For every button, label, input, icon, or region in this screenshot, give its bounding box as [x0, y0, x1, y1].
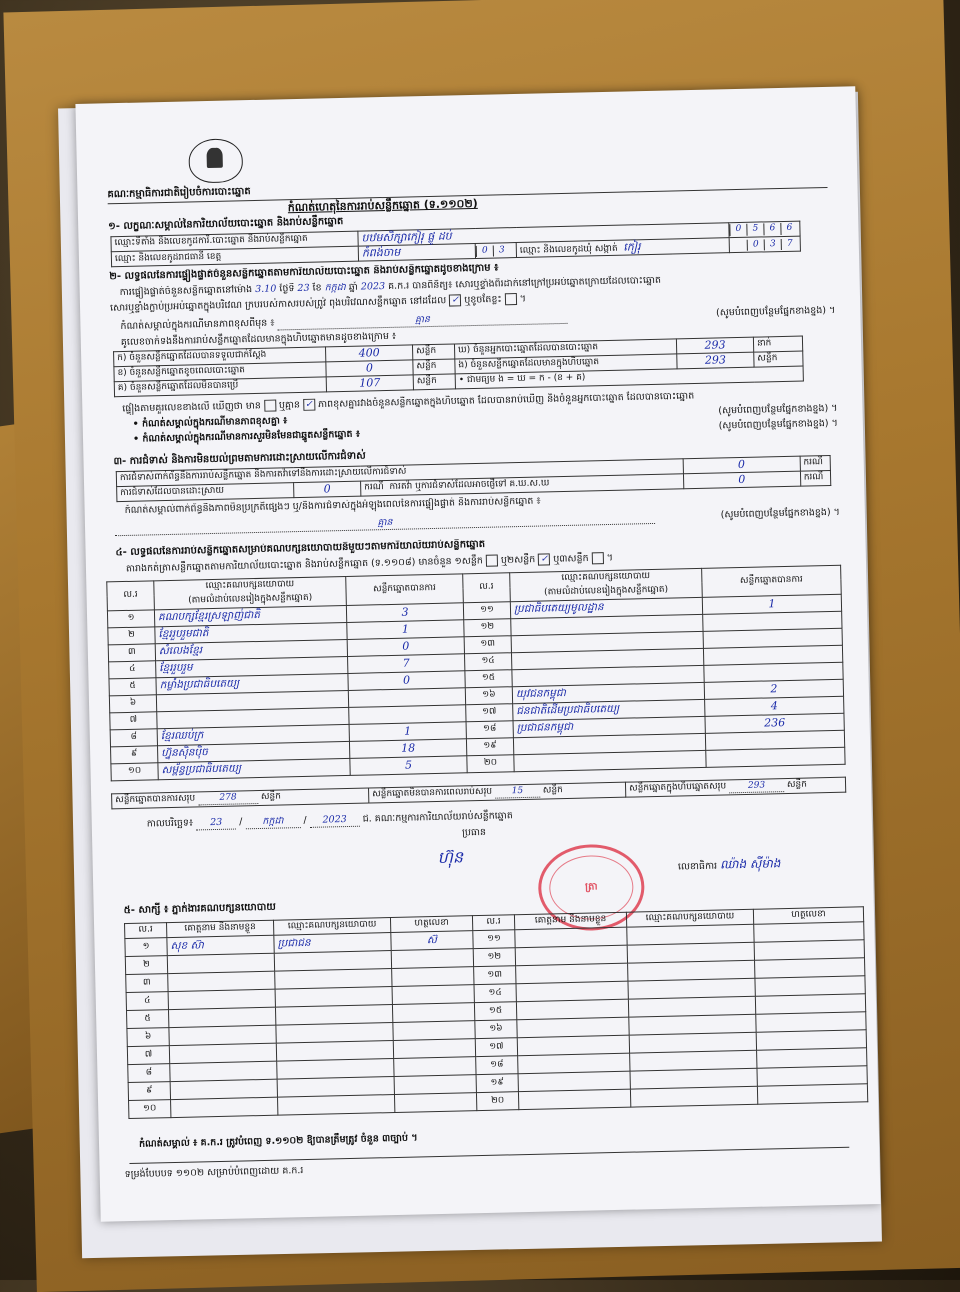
- bullet-2-hint: (សូមបំពេញបន្ថែមផ្នែកខាងខ្នង) ។: [719, 418, 838, 433]
- count-label: ឃ) ចំនួនអ្នកបោះឆ្នោតដែលបានបោះឆ្នោត: [454, 339, 676, 359]
- diff-no-label: ឬគ្មាន: [279, 399, 300, 410]
- party-name: ខ្មែរឈប់ក្រ: [157, 724, 349, 745]
- footer-note: កំណត់សម្គាល់ ៖ គ.ក.រ ត្រូវបំពេញ ទ.១១០២ ឱ្យបានត្រឹមត្រូវ ចំនួន ៣ច្បាប់ ។: [139, 1132, 418, 1150]
- resolved-label: ការជំទាស់ដែលបានដោះស្រាយ: [117, 483, 294, 502]
- total-valid-value: 278: [198, 792, 258, 806]
- vote-count: 1: [347, 620, 464, 640]
- resolved-unit: ករណី: [364, 482, 384, 492]
- one-sheet-checkbox[interactable]: [486, 555, 498, 567]
- diff-yes-checkbox[interactable]: [264, 400, 276, 412]
- row-number: ១១: [463, 602, 510, 620]
- count-label: ង) ចំនួនសន្លឹកឆ្នោតដែលមានក្នុងហិបឆ្នោត: [455, 354, 677, 374]
- chair-signature: ហ៊ុន: [437, 847, 463, 868]
- date-month: កក្កដា: [245, 815, 300, 829]
- divider: [129, 1147, 849, 1164]
- objection-unit: ករណី: [800, 455, 831, 471]
- commune-value: កៀរុ: [623, 240, 641, 253]
- ballot-count-form: [75, 86, 880, 1221]
- sheet-count-line: តារាងកត់ត្រាសន្លឹកឆ្នោតតាមការិយាល័យបោះឆ្នោត និងរាប់សន្លឹកឆ្នោត (ទ.១១០៨) មានចំនួន ១សន្លឹក ឬ២សន្លឹក ✓ ឬ៣សន្លឹក ។: [126, 552, 613, 575]
- count-intro: គូលេខចាក់ទងនឹងការរាប់សន្លឹកឆ្នោតដែលមានក្នុងហិបឆ្នោតមានដូចខាងក្រោម ៖: [121, 331, 397, 349]
- three-sheet-checkbox[interactable]: [591, 552, 603, 564]
- party-name: ប្រជាធិបតេយ្យមូលដ្ឋាន: [510, 597, 702, 618]
- code-digit: 0: [747, 239, 764, 251]
- count-label: ខ) ចំនួនសន្លឹកឆ្នោតខូចពេលបោះឆ្នោត: [114, 362, 326, 382]
- col-party: ឈ្មោះគណបក្សនយោបាយ: [273, 918, 390, 936]
- formula: • ជាមធ្យម ង = ឃ = ក - (ខ + គ): [455, 366, 803, 389]
- total-box-value: 293: [729, 780, 784, 793]
- unit: សន្លឹក: [261, 791, 281, 801]
- code-digit: 7: [781, 238, 798, 250]
- row-number: ១៩: [466, 738, 513, 756]
- witness-signature: [392, 967, 474, 987]
- code-digit: 6: [780, 223, 797, 235]
- col-signature: ហត្ថលេខា: [390, 916, 472, 933]
- witness-table: [124, 906, 868, 1119]
- row-number: ១៨: [476, 1056, 518, 1075]
- total-valid-label: សន្លឹកឆ្នោតបានការសរុប: [115, 793, 195, 805]
- row-number: ១២: [473, 948, 515, 967]
- count-label: ក) ចំនួនសន្លឹកឆ្នោតដែលបានទទួលជាក់ស្តែង: [114, 347, 326, 367]
- appeal-text: ការតវ៉ា ឬការជំទាស់ដែលអាចផ្ញើទៅ គ.ឃ.ស.ឃ: [389, 479, 549, 493]
- witness-name: សុខ ស៊ា: [167, 935, 274, 955]
- section-5-heading: ៥- សាក្សី ៖ ភ្នាក់ងារគណបក្សនយោបាយ: [124, 902, 276, 918]
- code-digit: 3: [764, 239, 781, 251]
- party-name: ខ្មែររួបរួម: [156, 656, 348, 677]
- two-sheet-checkbox[interactable]: ✓: [538, 553, 550, 565]
- witness-party: [278, 1095, 395, 1116]
- row-number: ១២: [464, 619, 511, 637]
- party-name: សម្ព័ន្ធប្រជាធិបតេយ្យ: [158, 758, 350, 779]
- row-number: ១៣: [464, 636, 511, 654]
- time-label: ការផ្ទៀងផ្ទាត់ចំនួនសន្លឹកឆ្នោតនៅម៉ោង: [120, 284, 253, 298]
- vote-count: 5: [350, 756, 467, 776]
- row-number: ៧: [110, 712, 157, 730]
- date-label: កាលបរិច្ឆេទ៖: [147, 818, 194, 830]
- resolved-value: 0: [294, 481, 361, 498]
- date-day: 23: [196, 817, 236, 831]
- row-number: ៨: [128, 1064, 170, 1083]
- col-no: ល.រ: [107, 581, 155, 611]
- witness-name: [518, 1089, 630, 1110]
- vote-count: 1: [349, 722, 466, 742]
- commune-code: [729, 236, 800, 253]
- vote-count: 236: [705, 713, 844, 733]
- seal-text: សោរឬខ្ទាំងក្លាប់ប្រអប់ឆ្នោតក្នុងបរិវេណ ក្របរបស់កាសរបស់ព្រូវ់ ពុងបរិវេណសន្លឹកឆ្នោត នៅដដែល: [110, 295, 446, 314]
- count-value: 0: [326, 360, 413, 377]
- objection-label: ការជំទាស់ពាក់ព័ន្ធនឹងការរាប់សន្លឹកឆ្នោត និងការតវ៉ាទៅនឹងការដោះស្រាយលើការជំទាស់: [116, 459, 683, 487]
- col-signature: ហត្ថលេខា: [753, 907, 863, 924]
- total-box: [625, 777, 845, 797]
- date-line: កាលបរិច្ឆេទ៖ 23 / កក្កដា / 2023 ជ. គណៈកម្មការការិយាល័យរាប់សន្លឹកឆ្នោត: [147, 810, 513, 831]
- month-label: ខែ: [312, 282, 321, 293]
- location-label: ឈ្មោះទីតាំង និងលេខកូដការិ.បោះឆ្នោត និងរាប់សន្លឹកឆ្នោត: [111, 231, 358, 252]
- stamp-text: ត្រា: [585, 881, 598, 894]
- bullet-2-label: • កំណត់សម្គាល់ក្នុងករណីមានការសួរមិនមែនជាឆ្នូតសន្លឹកឆ្នោត ៖: [133, 429, 360, 445]
- party-name: កម្លាំងប្រជាធិបតេយ្យ: [156, 673, 348, 694]
- total-invalid: [369, 782, 626, 803]
- note-label: កំណត់សម្គាល់ក្នុងករណីមានភាពខុសពីមុន ៖: [120, 318, 274, 332]
- nec-logo-icon: [188, 138, 243, 183]
- sheet-count-text: តារាងកត់ត្រាសន្លឹកឆ្នោតតាមការិយាល័យបោះឆ្នោត និងរាប់សន្លឹកឆ្នោត (ទ.១១០៨) មានចំនួន ១សន្លឹក: [126, 555, 483, 574]
- party-name: ហ្វ៊ុនស៊ិនប៉ិច: [158, 741, 350, 762]
- year-value: 2023: [361, 281, 385, 293]
- date-year: 2023: [310, 814, 360, 828]
- section-2-heading: ២- លទ្ធផលនៃការផ្ទៀងផ្ទាត់ចំនួនសន្លឹកឆ្នោតតាមការិយាល័យបោះឆ្នោត និងរាប់សន្លឹកឆ្នោតដូចខាងក្រោម ៖: [109, 255, 829, 284]
- three-sheet-label: ឬ៣សន្លឹក: [553, 553, 589, 565]
- note-hint: (សូមបំពេញបន្ថែមផ្នែកខាងខ្នង) ។: [716, 305, 835, 320]
- code-digit: 0: [476, 245, 493, 257]
- row-number: ៨: [110, 729, 157, 747]
- party-name: គណបក្សខ្មែរស្រឡាញ់ជាតិ: [154, 605, 346, 626]
- row-number: ២: [125, 956, 167, 975]
- party-name: យុវជនកម្ពុជា: [512, 682, 704, 703]
- col-party: ឈ្មោះគណបក្សនយោបាយ: [626, 909, 753, 927]
- row-number: ៧: [127, 1046, 169, 1065]
- col-party-sub: (តាមលំដាប់លេខរៀងក្នុងសន្លឹកឆ្នោត): [154, 591, 346, 610]
- vote-count: 18: [349, 739, 466, 759]
- irregularity-hint: (សូមបំពេញបន្ថែមផ្នែកខាងខ្នង) ។: [721, 507, 840, 522]
- section-1-heading: ១- លក្ខណៈសម្គាល់នៃការិយាល័យបោះឆ្នោត និងរាប់សន្លឹកឆ្នោត: [108, 216, 343, 234]
- committee-label: ជ. គណៈកម្មការការិយាល័យរាប់សន្លឹកឆ្នោត: [363, 810, 513, 824]
- row-number: ១៦: [465, 687, 512, 705]
- two-sheet-label: ឬ២សន្លឹក: [501, 554, 536, 566]
- code-digit: 3: [493, 245, 510, 257]
- count-unit: សន្លឹក: [754, 351, 803, 367]
- unit: សន្លឹក: [543, 785, 563, 795]
- vote-count: 0: [347, 637, 464, 657]
- row-number: ៤: [109, 661, 156, 679]
- witness-signature: [394, 1057, 476, 1077]
- time-value: 3.10: [255, 283, 276, 294]
- diff-label: ផ្ទៀងតាមគួរលេខខាងលើ ឃើញថា មាន: [122, 400, 261, 414]
- code-digit: 6: [763, 223, 780, 235]
- col-party: ឈ្មោះគណបក្សនយោបាយ: [510, 568, 702, 587]
- col-name: គោត្តនាម និងនាមខ្លួន: [514, 912, 626, 930]
- form-footer: ទម្រង់បែបបទ ១១០២ សម្រាប់បំពេញដោយ គ.ក.រ: [125, 1165, 304, 1181]
- row-number: ២០: [476, 1092, 518, 1111]
- count-label: គ) ចំនួនសន្លឹកឆ្នោតដែលមិនបានប្រើ: [114, 377, 326, 397]
- code-digit: 0: [729, 224, 746, 236]
- count-unit: នាក់: [753, 336, 802, 352]
- witness-signature: [394, 1075, 476, 1095]
- total-valid: [112, 788, 369, 809]
- count-value: 293: [677, 352, 754, 369]
- row-number: ១១: [473, 930, 515, 949]
- seal-line: សោរឬខ្ទាំងក្លាប់ប្រអប់ឆ្នោតក្នុងបរិវេណ ក្របរបស់កាសរបស់ព្រូវ់ ពុងបរិវេណសន្លឹកឆ្នោត នៅដដែល ✓ ឬខូចតែខ្លះ ។: [110, 293, 526, 315]
- row-number: ១: [107, 610, 154, 628]
- count-value: 400: [325, 345, 412, 362]
- irregularity-note: កំណត់សម្គាល់ពាក់ព័ន្ធនឹងភាពមិនប្រក្រតីផ្សេងៗ ឬ/និងការជំទាស់ក្នុងអំឡុងពេលនៃការផ្ទៀងផ្ទាត់ និងការរាប់សន្លឹកឆ្នោត ៖: [125, 489, 840, 517]
- row-number: ៥: [109, 678, 156, 696]
- section-3-heading: ៣- ការជំទាស់ និងការមិនយល់ព្រមតាមការដោះស្រាយលើការជំទាស់: [113, 450, 365, 468]
- vote-count: 1: [702, 594, 841, 614]
- total-invalid-value: 15: [495, 786, 540, 799]
- row-number: ១៤: [474, 984, 516, 1003]
- row-number: ១៩: [476, 1074, 518, 1093]
- col-no: ល.រ: [463, 573, 511, 603]
- col-votes: សន្លឹកឆ្នោតបានការ: [346, 574, 464, 606]
- province-value: កំពង់ចាម: [358, 243, 475, 261]
- location-value: បឋមសិក្សាកៀរុ ផ្លូ ដប់: [358, 223, 729, 246]
- section-4-heading: ៤- លទ្ធផលនៃការរាប់សន្លឹកឆ្នោតសម្រាប់គណបក្សនយោបាយនីមួយៗតាមការិយាល័យរាប់សន្លឹកឆ្នោត: [115, 531, 835, 560]
- secretary-label: លេខាធិការ: [678, 861, 717, 873]
- row-number: ១៦: [475, 1020, 517, 1039]
- witness-signature: [391, 949, 473, 969]
- count-unit: សន្លឹក: [413, 374, 455, 390]
- col-party: ឈ្មោះគណបក្សនយោបាយ: [154, 576, 346, 595]
- witness-signature: [757, 1084, 867, 1104]
- row-number: ៦: [127, 1028, 169, 1047]
- row-number: ១៣: [474, 966, 516, 985]
- witness-signature: [393, 1021, 475, 1041]
- results-table: [106, 565, 845, 782]
- unit: សន្លឹក: [787, 779, 807, 789]
- row-number: ១៤: [464, 653, 511, 671]
- witness-signature: ស៊: [391, 931, 473, 951]
- totals-table: [111, 777, 846, 810]
- bullet-1-hint: (សូមបំពេញបន្ថែមផ្នែកខាងខ្នង) ។: [718, 403, 837, 418]
- witness-signature: [393, 1039, 475, 1059]
- vote-count: 0: [348, 671, 465, 691]
- col-no: ល.រ: [472, 915, 514, 931]
- row-number: ១: [125, 938, 167, 957]
- row-number: ៩: [128, 1082, 170, 1101]
- col-no: ល.រ: [125, 923, 167, 939]
- commune-label-text: ឈ្មោះ និងលេខកូដឃុំ សង្កាត់: [520, 244, 618, 256]
- chair-label: ប្រធាន: [462, 827, 486, 839]
- witness-signature: [392, 1003, 474, 1023]
- total-invalid-label: សន្លឹកឆ្នោតមិនបានការពេលរាប់សរុប: [372, 787, 492, 800]
- row-number: ២: [108, 627, 155, 645]
- party-name: សំលេងខ្មែរ: [155, 639, 347, 660]
- day-label: ថ្ងៃទី: [279, 283, 294, 294]
- count-value: 293: [676, 337, 753, 354]
- diff-text: ភាពខុសគ្នារវាងចំនួនសន្លឹកឆ្នោតក្នុងហិបឆ្នោត ដែលបានរាប់ឃើញ និងចំនួនអ្នកបោះឆ្នោត ដែលបានបោះឆ្នោត: [318, 391, 694, 411]
- secretary-signature: ឈ៉ាង ស៊ីម៉ាង: [720, 856, 781, 871]
- vote-count: 7: [348, 654, 465, 674]
- appeal-value: 0: [683, 471, 800, 489]
- day-value: 23: [297, 283, 309, 294]
- code-digit: 5: [746, 224, 763, 236]
- seal-intact-checkbox[interactable]: ✓: [449, 294, 461, 306]
- row-number: ២០: [467, 755, 514, 773]
- count-unit: សន្លឹក: [412, 344, 454, 360]
- bullet-1-label: • កំណត់សម្គាល់ក្នុងករណីមានភាពខុសគ្នា ៖: [133, 415, 288, 430]
- vote-count: 3: [346, 603, 463, 623]
- count-value: 107: [326, 375, 413, 392]
- total-box-label: សន្លឹកឆ្នោតក្នុងហិបឆ្នោតសរុប: [629, 781, 726, 793]
- vote-count: 2: [704, 679, 843, 699]
- count-unit: សន្លឹក: [413, 359, 455, 375]
- witness-party: [630, 1086, 757, 1107]
- row-number: ៥: [126, 1010, 168, 1029]
- row-number: ១៧: [466, 704, 513, 722]
- note-value: គ្មាន: [277, 311, 567, 330]
- party-name: [514, 750, 706, 771]
- col-votes: សន្លឹកឆ្នោតបានការ: [702, 565, 842, 597]
- irregularity-value: គ្មាន: [115, 511, 655, 536]
- witness-signature: [394, 1093, 476, 1113]
- row-number: ៩: [111, 746, 158, 764]
- row-number: ១៥: [474, 1002, 516, 1021]
- row-number: ១០: [111, 763, 158, 781]
- row-number: ១០: [129, 1100, 171, 1119]
- header-org: គណៈកម្មាធិការជាតិរៀបចំការបោះឆ្នោត: [107, 186, 250, 202]
- witness-name: [171, 1097, 278, 1117]
- province-label: ឈ្មោះ និងលេខកូដរាជធានី ខេត្ត: [111, 246, 358, 267]
- diff-no-checkbox[interactable]: ✓: [303, 399, 315, 411]
- col-name: គោត្តនាម និងនាមខ្លួន: [167, 920, 274, 937]
- party-name: ប្រជាជនកម្ពុជា: [513, 716, 705, 737]
- vote-count: 4: [705, 696, 844, 716]
- secretary-line: [678, 856, 781, 873]
- seal-broken-label: ឬខូចតែខ្លះ: [464, 294, 502, 306]
- row-number: ៦: [109, 695, 156, 713]
- row-number: ៣: [126, 974, 168, 993]
- form-title: កំណត់ហេតុនៃការរាប់សន្លឹកឆ្នោត (ទ.១១០២): [288, 197, 478, 215]
- seal-broken-checkbox[interactable]: [504, 293, 516, 305]
- col-party-sub: (តាមលំដាប់លេខរៀងក្នុងសន្លឹកឆ្នោត): [510, 583, 702, 602]
- location-code: [729, 221, 800, 238]
- witness-signature: [392, 985, 474, 1005]
- objection-value: 0: [683, 456, 800, 474]
- province-code: [475, 243, 516, 259]
- vote-count: [706, 747, 845, 767]
- appeal-unit: ករណី: [800, 470, 831, 486]
- inspection-text: គ.ក.រ បានពិនិត្យ៖ សោរឬខ្ទាំងពីរដាក់នៅក្រៅប្រអប់ឆ្នោតក្រោយដែលបោះឆ្នោត: [388, 275, 661, 292]
- year-label: ឆ្នាំ: [349, 282, 358, 293]
- row-number: ១៧: [475, 1038, 517, 1057]
- witness-party: ប្រជាជន: [274, 933, 391, 954]
- row-number: ៣: [108, 644, 155, 662]
- row-number: ៤: [126, 992, 168, 1011]
- row-number: ១៨: [466, 721, 513, 739]
- party-name: ខ្មែររួបរួមជាតិ: [155, 622, 347, 643]
- month-value: កក្កដា: [325, 282, 346, 293]
- row-number: ១៥: [465, 670, 512, 688]
- party-name: ជនជាតិដើមប្រជាធិបតេយ្យ: [513, 699, 705, 720]
